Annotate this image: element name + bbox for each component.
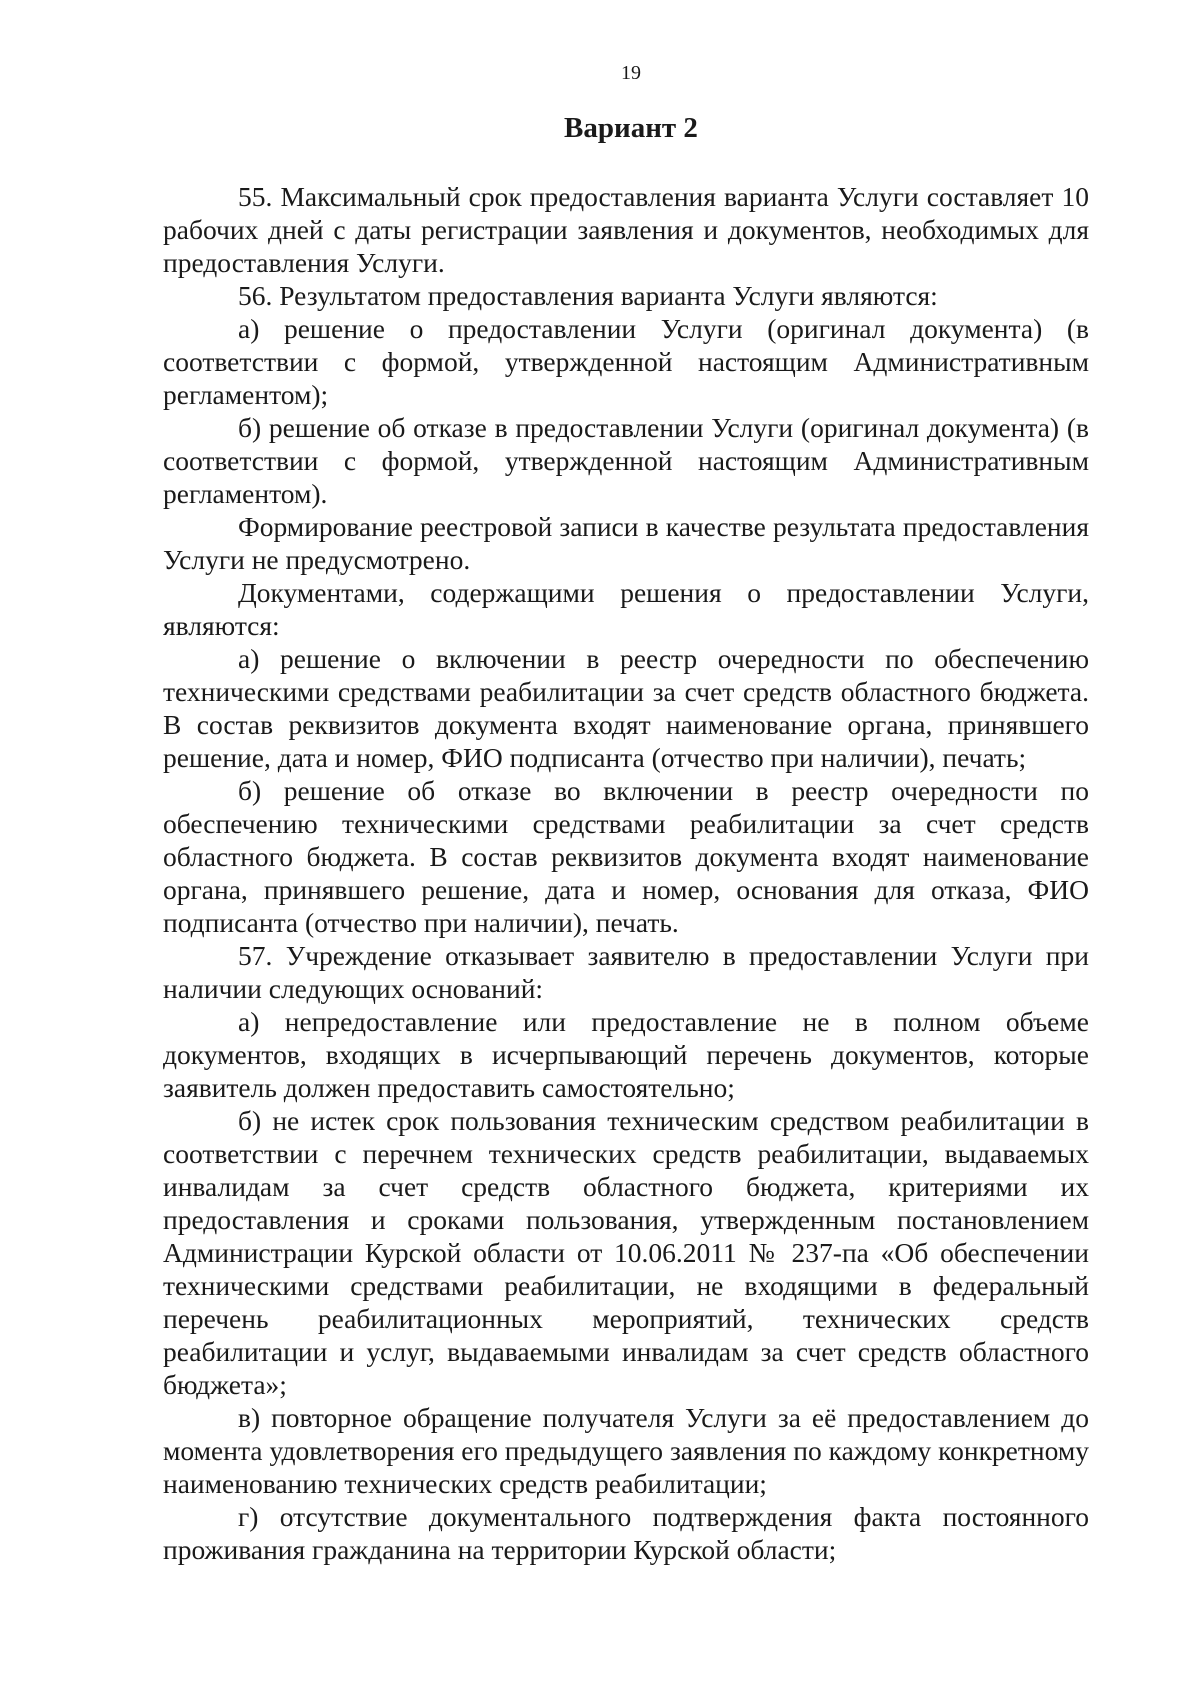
paragraph-decision-a: а) решение о включении в реестр очередности по обеспечению техническими средствами реабилитации за счет средств областного бюджета. В состав реквизитов документа входят наименование органа, принявшего решение, дата и номер, ФИО подписанта (отчество при наличии), печать;	[163, 643, 1089, 773]
paragraph-56: 56. Результатом предоставления варианта Услуги являются:	[238, 280, 938, 311]
paragraph-57-g: г) отсутствие документального подтверждения факта постоянного проживания гражданина на территории Курской области;	[163, 1501, 1089, 1565]
paragraph-decision-documents: Документами, содержащими решения о предоставлении Услуги, являются:	[163, 577, 1089, 641]
paragraph-56-b: б) решение об отказе в предоставлении Услуги (оригинал документа) (в соответствии с формой, утвержденной настоящим Административным регламентом).	[163, 412, 1089, 509]
paragraph-56-a: а) решение о предоставлении Услуги (оригинал документа) (в соответствии с формой, утвержденной настоящим Административным регламентом);	[163, 313, 1089, 410]
section-heading: Вариант 2	[564, 112, 698, 144]
paragraph-55: 55. Максимальный срок предоставления варианта Услуги составляет 10 рабочих дней с даты регистрации заявления и документов, необходимых для предоставления Услуги.	[163, 181, 1089, 278]
page-number: 19	[621, 62, 641, 84]
paragraph-57-a: а) непредоставление или предоставление не в полном объеме документов, входящих в исчерпывающий перечень документов, которые заявитель должен предоставить самостоятельно;	[163, 1006, 1089, 1103]
paragraph-57: 57. Учреждение отказывает заявителю в предоставлении Услуги при наличии следующих оснований:	[163, 940, 1089, 1004]
paragraph-57-v: в) повторное обращение получателя Услуги за её предоставлением до момента удовлетворения его предыдущего заявления по каждому конкретному наименованию технических средств реабилитации;	[163, 1402, 1089, 1499]
paragraph-decision-b: б) решение об отказе во включении в реестр очередности по обеспечению техническими средствами реабилитации за счет средств областного бюджета. В состав реквизитов документа входят наименование органа, принявшего решение, дата и номер, основания для отказа, ФИО подписанта (отчество при наличии), печать.	[163, 775, 1089, 938]
paragraph-registry-record: Формирование реестровой записи в качестве результата предоставления Услуги не предусмотрено.	[163, 511, 1089, 575]
paragraph-57-b: б) не истек срок пользования техническим средством реабилитации в соответствии с перечнем технических средств реабилитации, выдаваемых инвалидам за счет средств областного бюджета, критериями их предоставления и сроками пользования, утвержденным постановлением Администрации Курской области от 10.06.2011 № 237-па «Об обеспечении техническими средствами реабилитации, не входящими в федеральный перечень реабилитационных мероприятий, технических средств реабилитации и услуг, выдаваемыми инвалидам за счет средств областного бюджета»;	[163, 1105, 1089, 1400]
document-body	[163, 180, 1089, 1566]
